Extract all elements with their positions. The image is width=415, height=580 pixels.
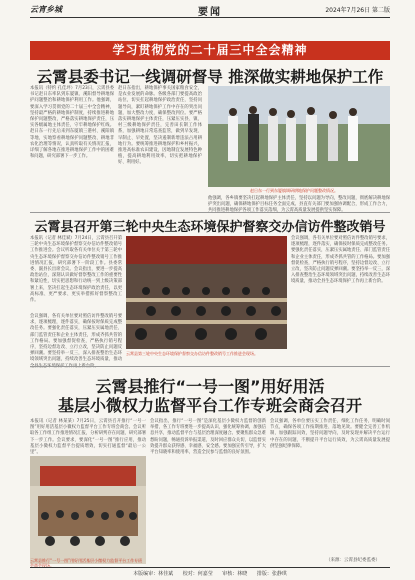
- article2-photo-caption: 云霄县第三轮中央生态环境保护督察交办信访件整改销号工作推进会现场。: [126, 351, 258, 356]
- section-title: 要闻: [198, 7, 222, 18]
- article2-col2: 会议强调，各有关单位要对照信访件整改销号要求，逐项梳理，逐件落实，确保按时保质完成整改任务。要强化责任落实，压紧压实属地责任、部门监管责任和企业主体责任，形成齐抓共管的工作格局。要加强督促检查，严格执行销号程序，坚持边督边改、立行立改，坚决防止问题反弹回潮。要坚持举一反三，深入排查整治生态环境领域突出问题，持续改善生态环境质量，推动全县生态环境保护工作再上新台阶。: [30, 314, 122, 369]
- article1-photo-caption: 赵日东一行到东厦镇调研耕地保护问题整改情况。: [250, 188, 338, 193]
- article3-col1: 本报讯（记者 林某某）7月25日，云霄县召开推行“一号一图”用好用活基层小微权力监督平台工作专班会商会。会议听取各工作组工作推进情况汇报，分析研判存在问题，研究部署下一步工作。会议要求，要深化“一号一图”推行应用，推动基层小微权力监督平台提质增效，切实打通监督“最后一公里”。: [30, 419, 147, 456]
- article2-headline: 云霄县召开第三轮中央生态环境保护督察交办信访件整改销号: [34, 220, 386, 235]
- article1-headline: 云霄县委书记一线调研督导 推深做实耕地保护工作: [36, 68, 384, 86]
- article3-photo: [30, 456, 146, 564]
- theme-banner: 学习贯彻党的二十届三中全会精神: [30, 41, 390, 60]
- article2-col1: 本报讯（记者 林佳斌）7月24日，云霄县召开第三轮中央生态环境保护督察交办信访件整改销号工作推进会。会议听取各有关单位关于第三轮中央生态环境保护督察交办信访件整改销号工作推进情况汇报，研究部署下一阶段工作。县委常委、副县长出席会议。会议指出，要进一步提高政治站位，深刻认识做好督察整改工作的重要性和紧迫性，切实把思想和行动统一到上级决策部署上来，坚决扛起生态环境保护政治责任，以更高标准、更严要求、更实举措抓好督察整改工作。: [30, 236, 122, 304]
- footer-editor: 本版编审：林佳斌: [133, 571, 174, 577]
- date-edition: 2024年7月26日 第二版: [325, 7, 390, 14]
- divider-2: [30, 366, 390, 367]
- footer-reviewer: 审核：林晓: [222, 571, 248, 577]
- footer-proofreader: 校对：何嘉莹: [182, 571, 213, 577]
- meeting-photo-image: [208, 86, 390, 187]
- article3-col2: 会议指出，推行“一号一图”是深化基层小微权力监督的创新举措，各工作专班要进一步提高认识，强化统筹协调，加强信息共享，推动监督平台与基层治理深度融合。要聚焦群众急难愁盼问题，畅通投诉举报渠道，及时回应群众关切，以监督实效提升群众获得感、幸福感、安全感。要加强宣传引导，扩大平台知晓率和使用率，营造全民参与监督的良好氛围。: [150, 419, 267, 456]
- conference-photo-image: [126, 236, 287, 349]
- article1-col3: 他强调，各乡镇要坚决扛起耕地保护主体责任，坚持以问题为导向，整改问题，彻底解决耕地保护突出问题，确保耕地保护目标任务全面完成。县直有关部门要加强协调配合，形成工作合力，共同推进耕地保护各项工作落实落细，为云霄高质量发展提供坚实保障。: [208, 196, 390, 214]
- article1-col1: 本报讯（特约 孔佳坪）7月23日，云霄县委书记赵日东率队到东厦镇、溪阳督导耕地保护问题整治和耕地保护利用工作。他强调，要深入学习贯彻党的二十届三中全会精神，坚持最严格的耕地保护制度，持续推进耕地保护问题整改，严格落实耕地保护责任，压实各级属地主体责任，守牢耕地保护红线。赵日东一行先后来到东厦镇三港村、溪阳镇等地，实地察看耕地保护问题整改、耕地非农化治理等情况，认真听取有关情况汇报，详细了解各地在推进耕地保护工作中的困难和问题，研究部署下一步工作。: [30, 86, 114, 160]
- divider-1: [30, 212, 390, 213]
- article1-photo: [208, 86, 390, 187]
- article3-col3: 会议强调，各单位要压实工作责任，细化工作任务，明确时间节点，确保各项工作按期推进、落地见效。要健全完善工作机制，加强跟踪问效，坚持问题导向，及时发现并解决平台运行中存在的问题，不断提升平台运行质效，为云霄高质量发展提供坚强纪律保障。: [270, 419, 390, 449]
- article3-headline-line1: 云霄县推行“一号一图”用好用活: [95, 377, 325, 396]
- footer-layout: 排版：张静琪: [256, 571, 287, 577]
- article2-col3: 会议强调，各有关单位要对照信访件整改销号要求，逐项梳理，逐件落实，确保按时保质完成整改任务。要强化责任落实，压紧压实属地责任、部门监管责任和企业主体责任，形成齐抓共管的工作格局。要加强督促检查，严格执行销号程序，坚持边督边改、立行立改，坚决防止问题反弹回潮。要坚持举一反三，深入排查整治生态环境领域突出问题，持续改善生态环境质量，推动全县生态环境保护工作再上新台阶。: [291, 236, 390, 285]
- meeting-room-photo-image: [30, 456, 146, 564]
- article3-end-mark: （来源：云霄县纪委监委）: [326, 558, 380, 563]
- article2-photo: [126, 236, 287, 349]
- masthead: [30, 3, 390, 18]
- editorial-footer: [30, 567, 390, 577]
- article1-col2: 赵日东指出，耕地保护事关国家粮食安全，是农业发展的命脉。各级各部门要提高政治站位，切实扛起耕地保护政治责任，坚持问题导向，紧盯耕地保护工作中存在的突出问题，加大整改力度，确保整改到位。要严格落实耕地保护主体责任，压紧压实县、镇、村三级耕地保护责任，完善田长制工作体系，加强耕地日常巡查监管，做到早发现、早制止、早处置，坚决遏制新增违法占用耕地行为。要统筹推进耕地保护和乡村振兴，推进高标准农田建设，因地制宜发展特色种植，提高耕地利用效率，切实把耕地保护好、利用好。: [118, 86, 202, 166]
- paper-name: 云宵乡城: [30, 4, 62, 14]
- article3-headline-line2: 基层小微权力监督平台工作专班会商会召开: [57, 396, 362, 415]
- article3-photo-caption: 云霄县推行“一号一图”用好用活基层小微权力监督平台工作专班会商会现场。: [30, 558, 143, 568]
